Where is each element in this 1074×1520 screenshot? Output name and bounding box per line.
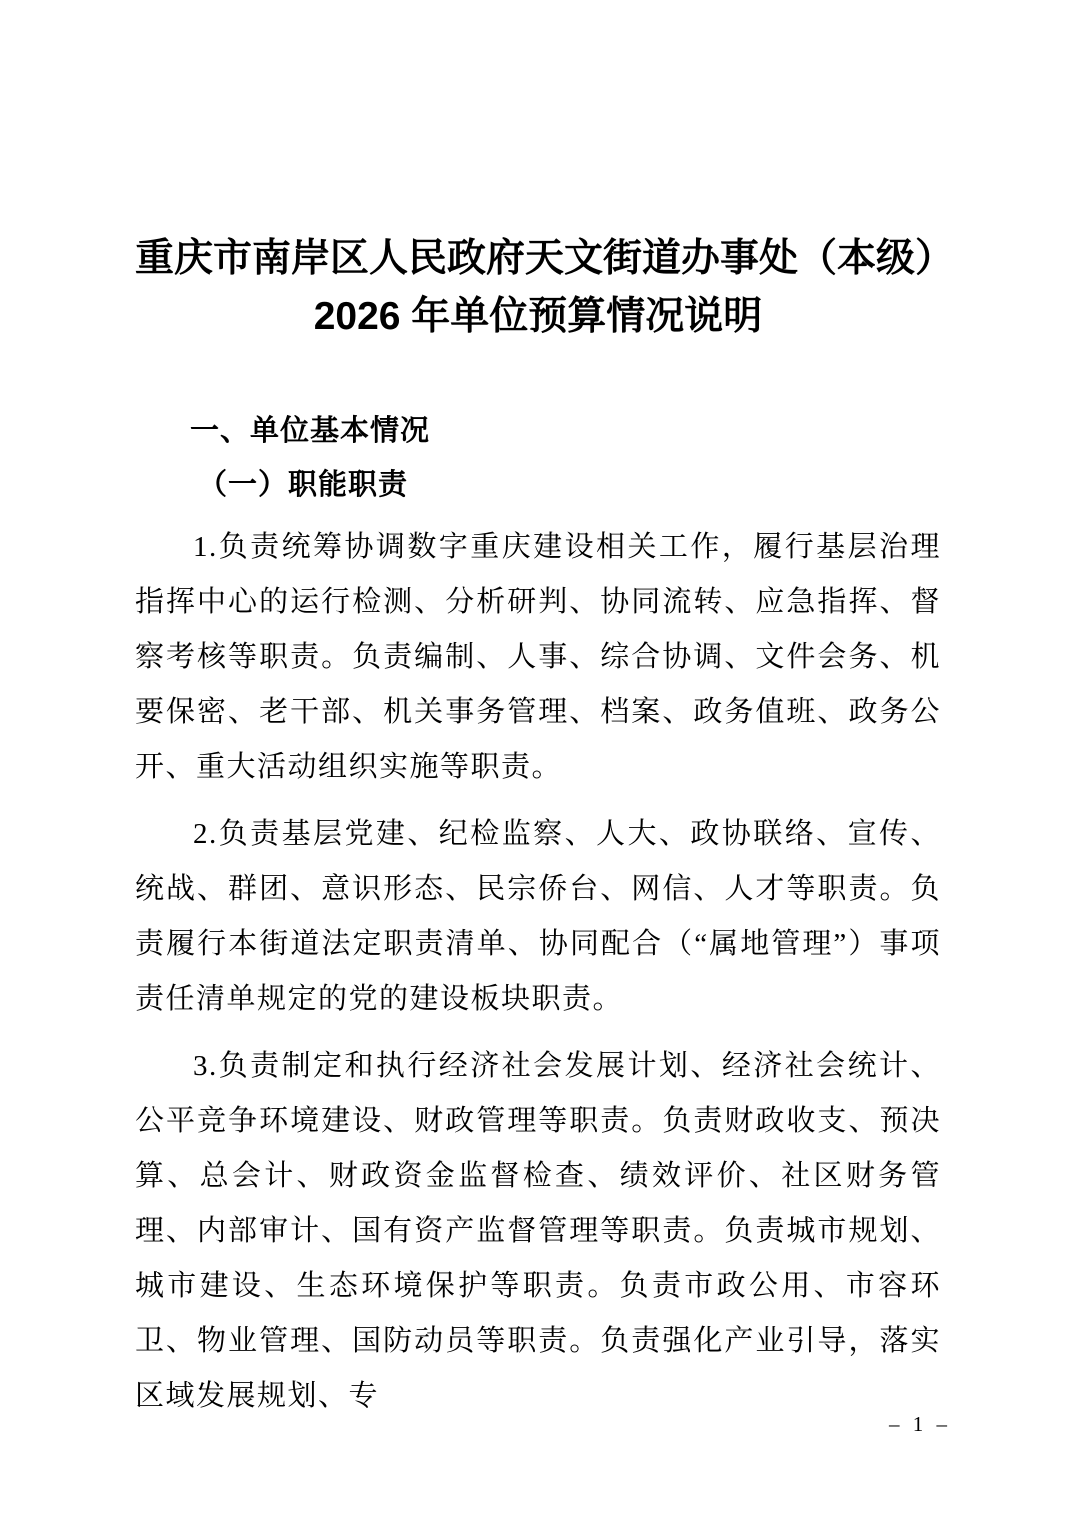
document-title-line2: 2026 年单位预算情况说明 [313,295,763,338]
section-heading-basic-info: 一、单位基本情况 [190,415,431,447]
paragraph-duty-2: 2.负责基层党建、纪检监察、人大、政协联络、宣传、统战、群团、意识形态、民宗侨台、网信、人才等职责。负责履行本街道法定职责清单、协同配合（“属地管理”）事项责任清单规定的党的建设板块职责。 [135,818,941,1015]
subsection-heading-duties: （一）职能职责 [198,469,409,501]
document-content [135,230,955,1424]
document-title-line1: 重庆市南岸区人民政府天文街道办事处（本级） [135,237,955,280]
document-title [135,230,955,346]
page-number: – 1 – [889,1412,951,1436]
paragraph-duty-1: 1.负责统筹协调数字重庆建设相关工作，履行基层治理指挥中心的运行检测、分析研判、协同流转、应急指挥、督察考核等职责。负责编制、人事、综合协调、文件会务、机要保密、老干部、机关事务管理、档案、政务值班、政务公开、重大活动组织实施等职责。 [135,531,941,783]
paragraph-duty-3: 3.负责制定和执行经济社会发展计划、经济社会统计、公平竞争环境建设、财政管理等职责。负责财政收支、预决算、总会计、财政资金监督检查、绩效评价、社区财务管理、内部审计、国有资产监督管理等职责。负责城市规划、城市建设、生态环境保护等职责。负责市政公用、市容环卫、物业管理、国防动员等职责。负责强化产业引导，落实区域发展规划、专 [135,1050,941,1412]
